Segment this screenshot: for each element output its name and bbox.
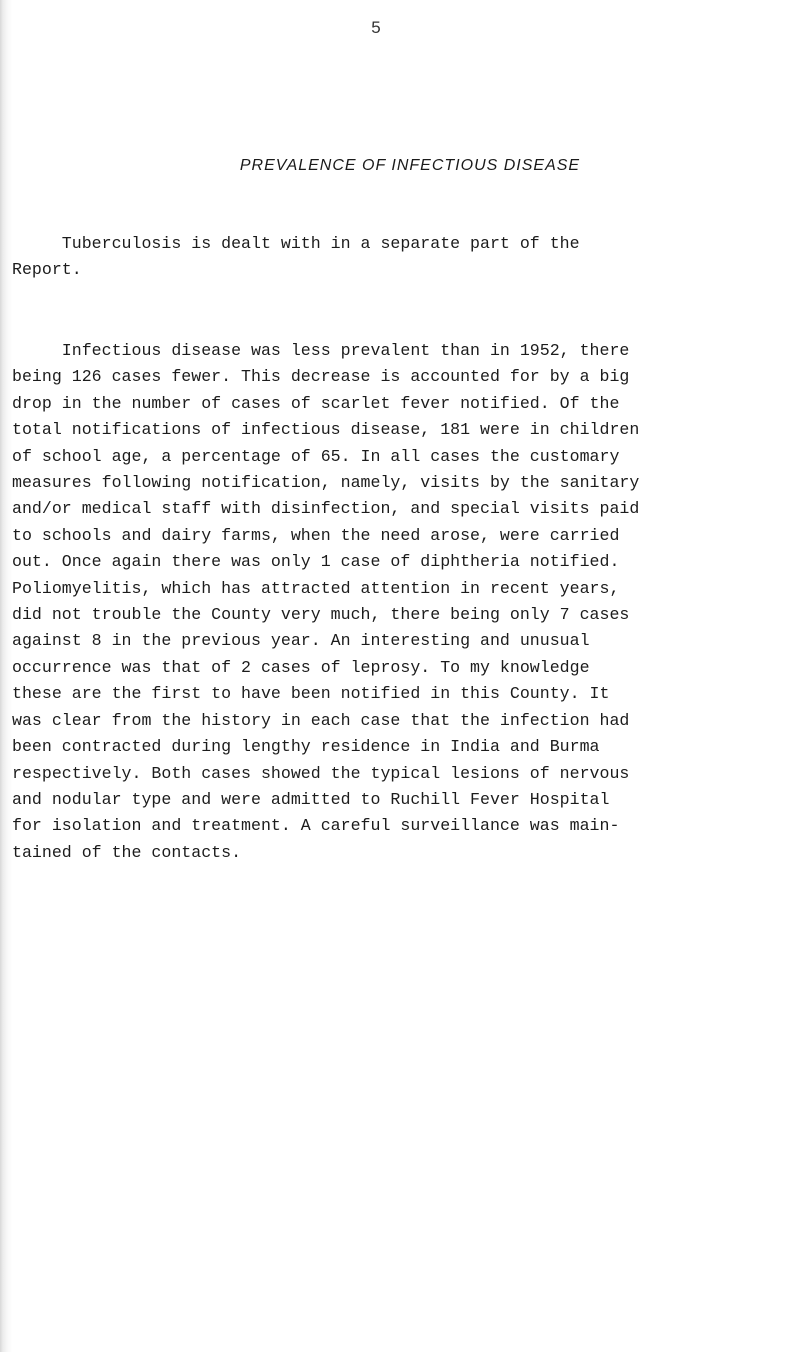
page-binding-edge [0,0,12,1352]
text-line: drop in the number of cases of scarlet fever notified. Of the [12,393,620,413]
text-line: Report. [12,260,82,280]
paragraph-infectious-disease [12,338,782,866]
text-line: did not trouble the County very much, there being only 7 cases [12,605,630,625]
page-number: 5 [371,18,381,37]
text-line: tained of the contacts. [12,842,242,862]
text-line: occurrence was that of 2 cases of leprosy. To my knowledge [12,657,590,677]
section-title: PREVALENCE OF INFECTIOUS DISEASE [239,157,581,174]
text-line: Infectious disease was less prevalent than in 1952, there [12,341,630,360]
text-line: of school age, a percentage of 65. In all cases the customary [12,446,620,466]
paragraph-tuberculosis [12,231,782,284]
text-line: out. Once again there was only 1 case of diphtheria notified. [12,552,620,572]
text-line: was clear from the history in each case that the infection had [12,710,630,730]
text-line: these are the first to have been notified in this County. It [12,684,610,704]
text-line: and/or medical staff with disinfection, and special visits paid [12,499,640,519]
text-line: been contracted during lengthy residence in India and Burma [12,737,600,757]
text-line: and nodular type and were admitted to Ruchill Fever Hospital [12,789,610,809]
text-line: respectively. Both cases showed the typical lesions of nervous [12,763,630,783]
text-line: for isolation and treatment. A careful surveillance was main- [12,816,620,836]
text-line: measures following notification, namely, visits by the sanitary [12,473,640,493]
text-line: Tuberculosis is dealt with in a separate part of the [12,234,580,253]
text-line: total notifications of infectious disease, 181 were in children [12,420,640,440]
text-line: being 126 cases fewer. This decrease is accounted for by a big [12,367,630,387]
text-line: Poliomyelitis, which has attracted attention in recent years, [12,578,620,598]
text-line: to schools and dairy farms, when the need arose, were carried [12,525,620,545]
text-line: against 8 in the previous year. An interesting and unusual [12,631,590,651]
